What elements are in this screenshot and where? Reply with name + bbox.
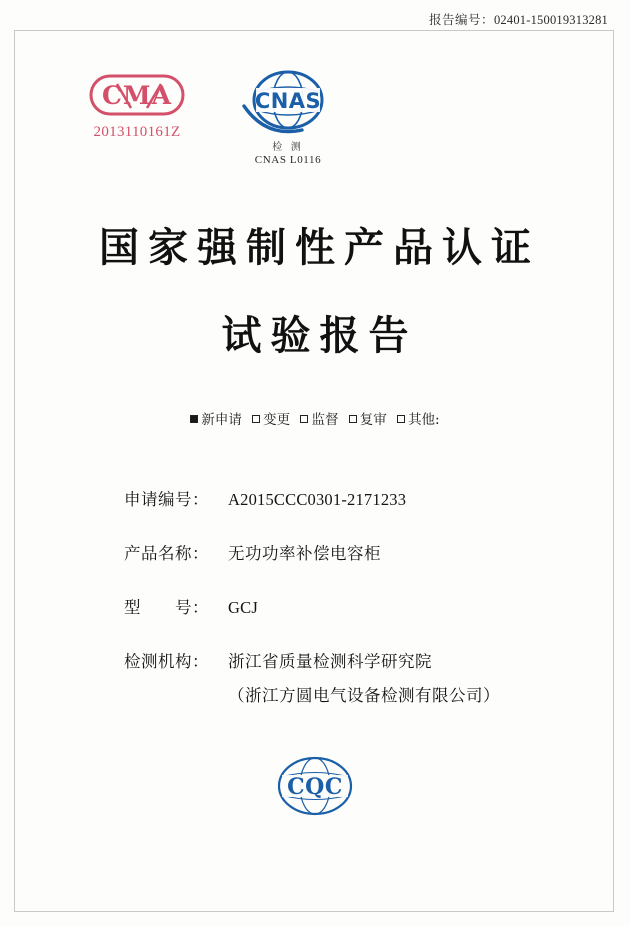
field-list: [124, 486, 544, 734]
cnas-accreditation-number: CNAS L0116: [254, 154, 322, 166]
cnas-globe-icon: [236, 66, 340, 140]
svg-text:CMA: CMA: [102, 81, 172, 110]
field-product-name-label: 产品名称：: [124, 544, 209, 563]
field-model-label: 型 号：: [124, 598, 209, 617]
checkbox-change-label: 变更: [263, 412, 291, 428]
field-testing-organization-label: 检测机构：: [124, 652, 209, 671]
field-product-name-value: 无功功率补偿电容柜: [228, 544, 381, 563]
checkbox-new-label: 新申请: [201, 412, 242, 428]
field-application-number-value: A2015CCC0301-2171233: [228, 490, 407, 509]
checkbox-review-icon[interactable]: [349, 415, 357, 423]
checkbox-option-other[interactable]: [397, 412, 440, 428]
cma-logo: [72, 74, 202, 141]
field-model-value: GCJ: [228, 598, 258, 617]
checkbox-other-icon[interactable]: [397, 415, 405, 423]
report-number-label: 报告编号：: [428, 13, 494, 27]
svg-text:CNAS: CNAS: [254, 89, 322, 113]
checkbox-change-icon[interactable]: [252, 415, 260, 423]
checkbox-other-label: 其他:: [408, 412, 440, 428]
checkbox-review-label: 复审: [359, 412, 387, 428]
checkbox-option-new[interactable]: [190, 412, 242, 428]
report-number: [429, 10, 608, 28]
cnas-subtitle-cn: 检 测: [272, 142, 304, 153]
application-type-options: [0, 408, 630, 428]
cma-code: 2013110161Z: [93, 124, 181, 140]
document-title: 国家强制性产品认证: [99, 224, 540, 271]
checkbox-supervision-icon[interactable]: [300, 415, 308, 423]
cma-mark-icon: [89, 74, 185, 116]
cqc-logo: [269, 752, 361, 820]
field-product-name: [124, 540, 544, 564]
checkbox-option-supervision[interactable]: [300, 412, 338, 428]
svg-text:CQC: CQC: [287, 774, 343, 800]
cqc-globe-icon: [269, 752, 361, 820]
field-testing-organization: [124, 648, 544, 672]
checkbox-supervision-label: 监督: [311, 412, 339, 428]
report-number-value: 02401-150019313281: [493, 13, 608, 27]
checkbox-new-icon[interactable]: [190, 415, 198, 423]
field-testing-organization-value: 浙江省质量检测科学研究院: [228, 652, 432, 671]
cnas-logo: [218, 66, 358, 166]
cma-outline-icon: [89, 74, 185, 116]
field-model: [124, 594, 544, 618]
logo-row: [0, 66, 630, 176]
field-testing-organization-subsidiary: （浙江方圆电气设备检测有限公司）: [228, 686, 500, 705]
field-application-number-label: 申请编号：: [124, 490, 209, 509]
checkbox-option-review[interactable]: [349, 412, 387, 428]
checkbox-option-change[interactable]: [252, 412, 290, 428]
document-subtitle: 试验报告: [221, 312, 418, 359]
field-application-number: [124, 486, 544, 510]
cnas-mark-icon: [236, 66, 340, 140]
